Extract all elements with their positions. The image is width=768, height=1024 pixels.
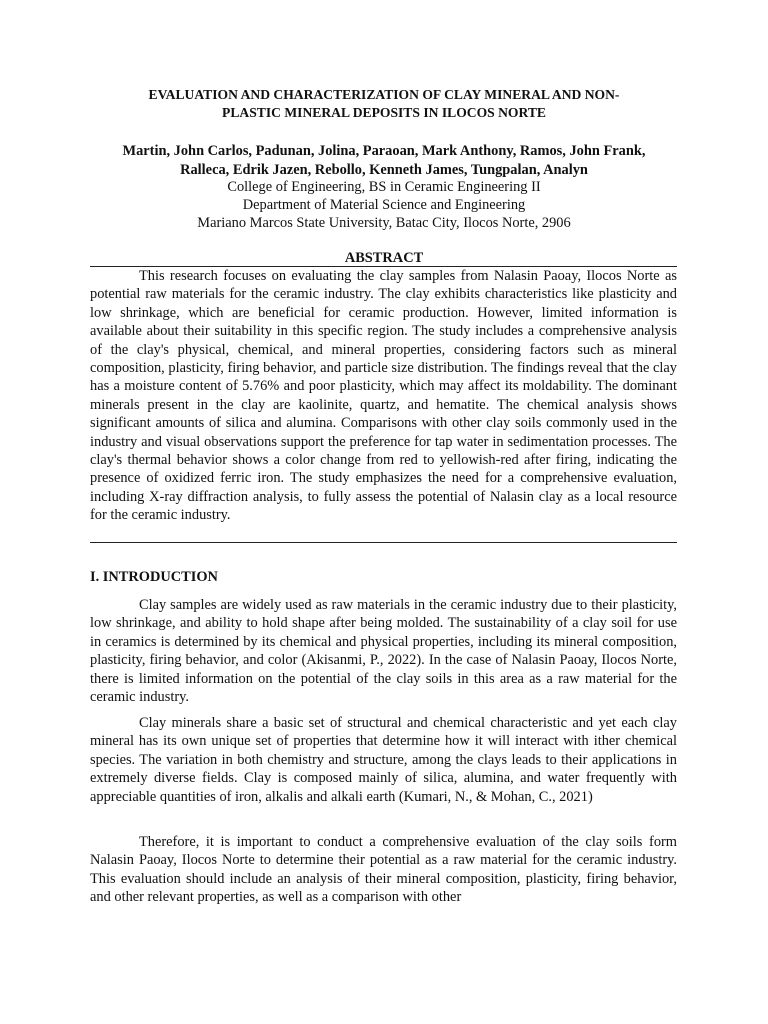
title-line: EVALUATION AND CHARACTERIZATION OF CLAY MINERAL AND NON- [148, 87, 620, 102]
abstract-heading: ABSTRACT [344, 250, 424, 266]
affiliation-line: Department of Material Science and Engineering [242, 197, 526, 213]
affiliation-line: College of Engineering, BS in Ceramic Engineering II [227, 179, 541, 195]
intro-paragraph: Therefore, it is important to conduct a comprehensive evaluation of the clay soils form Nalasin Paoay, Ilocos Norte to determine their potential as a raw material for the ceramic industry. This evaluation should include an analysis of their mineral composition, plasticity, firing behavior, and other relevant properties, as well as a comparison with other [90, 834, 677, 906]
author-line: Ralleca, Edrik Jazen, Rebollo, Kenneth James, Tungpalan, Analyn [180, 162, 588, 178]
abstract-bottom-rule [90, 542, 677, 543]
author-line: Martin, John Carlos, Padunan, Jolina, Paraoan, Mark Anthony, Ramos, John Frank, [122, 143, 646, 159]
intro-paragraph: Clay samples are widely used as raw materials in the ceramic industry due to their plasticity, low shrinkage, and ability to hold shape after being molded. The sustainability of a clay soil for use in ceramics is determined by its chemical and physical properties, including its mineral composition, plasticity, firing behavior, and color (Akisanmi, P., 2022). In the case of Nalasin Paoay, Ilocos Norte, there is limited information on the potential of the clay soils in this area as a raw material for the ceramic industry. [90, 597, 677, 706]
abstract-text: This research focuses on evaluating the clay samples from Nalasin Paoay, Ilocos Norte as potential raw materials for the ceramic industry. The clay exhibits characteristics like plasticity and low shrinkage, which are beneficial for ceramic production. However, limited information is available about their suitability in this specific region. The study includes a comprehensive analysis of the clay's physical, chemical, and mineral properties, considering factors such as mineral composition, plasticity, firing behavior, and particle size distribution. The findings reveal that the clay has a moisture content of 5.76% and poor plasticity, which may affect its moldability. The dominant minerals present in the clay are kaolinite, quartz, and hematite. The chemical analysis shows significant amounts of silica and alumina. Comparisons with other clay soils commonly used in the industry and visual observations support the preference for tap water in sedimentation processes. The clay's thermal behavior shows a color change from red to yellowish-red after firing, indicating the presence of oxidized ferric iron. The study emphasizes the need for a comprehensive evaluation, including X-ray diffraction analysis, to fully assess the potential of Nalasin clay as a local resource for the ceramic industry. [90, 268, 677, 524]
intro-paragraph: Clay minerals share a basic set of structural and chemical characteristic and yet each clay mineral has its own unique set of properties that determine how it will interact with ither chemical species. The variation in both chemistry and structure, among the clays leads to their applications in extremely diverse fields. Clay is composed mainly of silica, alumina, and water frequently with appreciable quantities of iron, alkalis and alkali earth (Kumari, N., & Mohan, C., 2021) [90, 715, 677, 805]
introduction-heading: I. INTRODUCTION [90, 569, 218, 585]
affiliation-line: Mariano Marcos State University, Batac City, Ilocos Norte, 2906 [197, 215, 571, 231]
affiliation-block [80, 178, 688, 232]
paper-title [90, 86, 678, 122]
author-list [80, 142, 688, 180]
title-line: PLASTIC MINERAL DEPOSITS IN ILOCOS NORTE [222, 105, 546, 120]
